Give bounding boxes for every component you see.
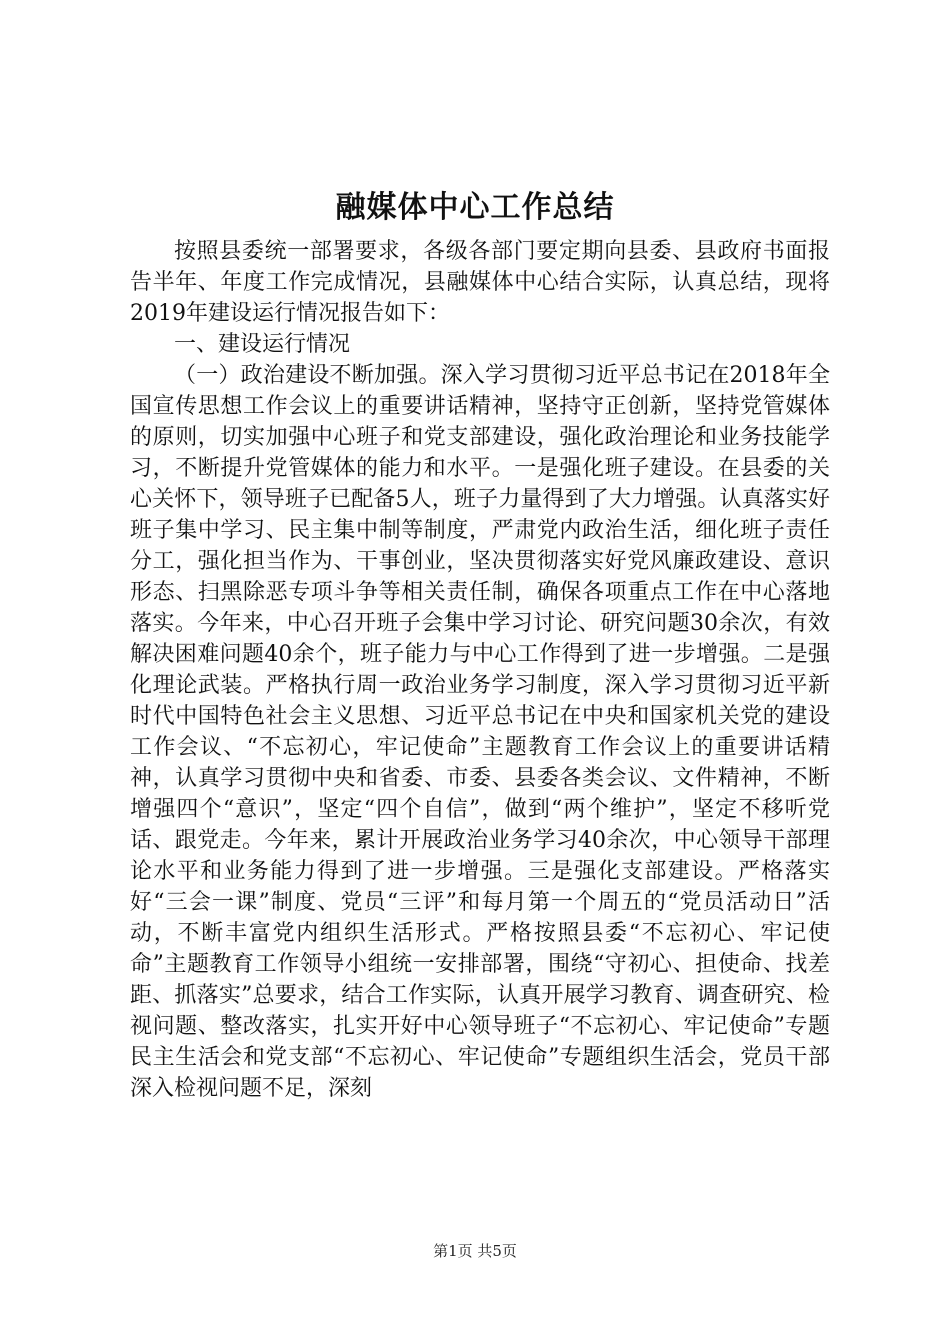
section-heading: 一、建设运行情况 bbox=[174, 332, 351, 357]
document-body bbox=[130, 236, 830, 1104]
paragraph-political-building: （一）政治建设不断加强。深入学习贯彻习近平总书记在2018年全国宣传思想工作会议上的重要讲话精神，坚持守正创新，坚持党管媒体的原则，切实加强中心班子和党支部建设，强化政治理论和业务技能学习，不断提升党管媒体的能力和水平。一是强化班子建设。在县委的关心关怀下，领导班子已配备5人，班子力量得到了大力增强。认真落实好班子集中学习、民主集中制等制度，严肃党内政治生活，细化班子责任分工，强化担当作为、干事创业，坚决贯彻落实好党风廉政建设、意识形态、扫黑除恶专项斗争等相关责任制，确保各项重点工作在中心落地落实。今年来，中心召开班子会集中学习讨论、研究问题30余次，有效解决困难问题40余个，班子能力与中心工作得到了进一步增强。二是强化理论武装。严格执行周一政治业务学习制度，深入学习贯彻习近平新时代中国特色社会主义思想、习近平总书记在中央和国家机关党的建设工作会议、“不忘初心，牢记使命”主题教育工作会议上的重要讲话精神，认真学习贯彻中央和省委、市委、县委各类会议、文件精神，不断增强四个“意识”，坚定“四个自信”，做到“两个维护”，坚定不移听党话、跟党走。今年来，累计开展政治业务学习40余次，中心领导干部理论水平和业务能力得到了进一步增强。三是强化支部建设。严格落实好“三会一课”制度、党员“三评”和每月第一个周五的“党员活动日”活动，不断丰富党内组织生活形式。严格按照县委“不忘初心、牢记使命”主题教育工作领导小组统一安排部署，围绕“守初心、担使命、找差距、抓落实”总要求，结合工作实际，认真开展学习教育、调查研究、检视问题、整改落实，扎实开好中心领导班子“不忘初心、牢记使命”专题民主生活会和党支部“不忘初心、牢记使命”专题组织生活会，党员干部深入检视问题不足，深刻 bbox=[130, 363, 830, 1101]
page-footer: 第1页 共5页 bbox=[433, 1242, 517, 1260]
paragraph-intro: 按照县委统一部署要求，各级各部门要定期向县委、县政府书面报告半年、年度工作完成情况，县融媒体中心结合实际，认真总结，现将2019年建设运行情况报告如下： bbox=[130, 239, 830, 326]
document-title: 融媒体中心工作总结 bbox=[335, 190, 615, 225]
